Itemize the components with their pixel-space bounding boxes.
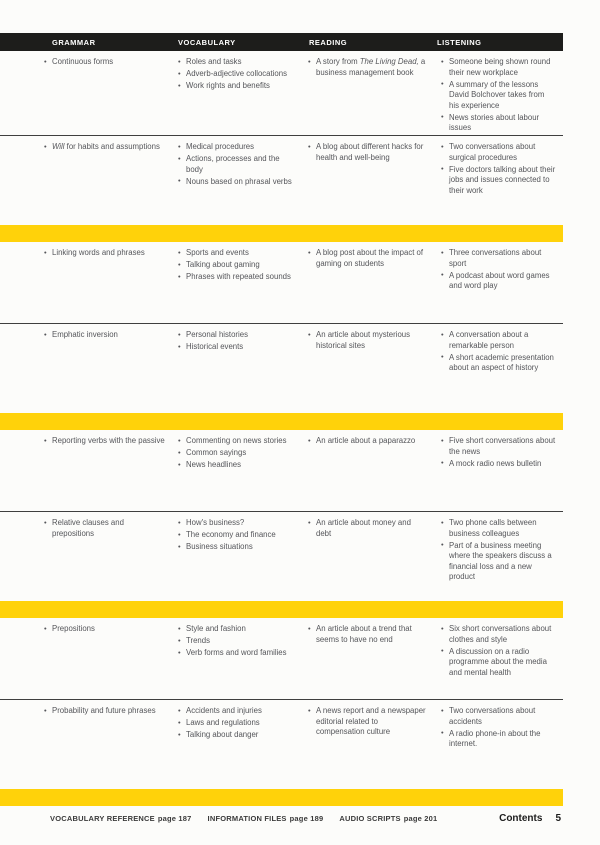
grammar-cell [38, 330, 172, 413]
list-item: • Six short conversations about clothes and style [435, 624, 563, 645]
list-item: • Five doctors talking about their jobs and issues connected to their work [435, 165, 563, 197]
reading-cell [302, 436, 435, 511]
list-item: • Commenting on news stories [172, 436, 302, 447]
list-item: • Five short conversations about the news [435, 436, 563, 457]
grammar-cell [38, 436, 172, 511]
table-row [0, 700, 563, 789]
section-divider-bar [0, 789, 563, 806]
list-item: • Two conversations about surgical procedures [435, 142, 563, 163]
list-item: • Personal histories [172, 330, 302, 341]
list-item: • Laws and regulations [172, 718, 302, 729]
listening-cell [435, 330, 563, 413]
list-item: • Two conversations about accidents [435, 706, 563, 727]
list-item: • Historical events [172, 342, 302, 353]
footer-reference [50, 814, 192, 823]
vocabulary-cell [172, 330, 302, 413]
table-row [0, 51, 563, 135]
list-item: • Linking words and phrases [38, 248, 172, 259]
rows-container [0, 51, 600, 806]
grammar-cell [38, 706, 172, 789]
list-item: • Roles and tasks [172, 57, 302, 68]
list-item: • A news report and a newspaper editorial related to compensation culture [302, 706, 435, 738]
list-item: • A short academic presentation about an aspect of history [435, 353, 563, 374]
table-row [0, 512, 563, 601]
grammar-cell [38, 142, 172, 225]
page-number: 5 [555, 813, 561, 824]
reading-cell [302, 57, 435, 135]
listening-cell [435, 248, 563, 323]
reading-cell [302, 518, 435, 601]
reference-label: INFORMATION FILES [207, 814, 287, 823]
list-item: • Style and fashion [172, 624, 302, 635]
table-row [0, 136, 563, 225]
reference-page: page 187 [157, 814, 192, 823]
vocabulary-cell [172, 436, 302, 511]
list-item: • Prepositions [38, 624, 172, 635]
table-row [0, 324, 563, 413]
vocabulary-cell [172, 518, 302, 601]
list-item: • Will for habits and assumptions [38, 142, 172, 153]
section-divider-bar [0, 413, 563, 430]
contents-pagenumber [499, 813, 561, 824]
list-item: • Business situations [172, 542, 302, 553]
footer-references [50, 814, 437, 823]
grammar-cell [38, 248, 172, 323]
section-divider-bar [0, 601, 563, 618]
list-item: • The economy and finance [172, 530, 302, 541]
list-item: • A blog post about the impact of gaming on students [302, 248, 435, 269]
list-item: • Trends [172, 636, 302, 647]
list-item: • A story from The Living Dead, a business management book [302, 57, 435, 78]
reading-cell [302, 142, 435, 225]
list-item: • An article about mysterious historical sites [302, 330, 435, 351]
listening-cell [435, 706, 563, 789]
list-item: • Emphatic inversion [38, 330, 172, 341]
list-item: • Phrases with repeated sounds [172, 272, 302, 283]
list-item: • Relative clauses and prepositions [38, 518, 172, 539]
reference-label: AUDIO SCRIPTS [339, 814, 401, 823]
listening-cell [435, 518, 563, 601]
header-cell-listening: LISTENING [437, 37, 482, 47]
reference-page: page 189 [289, 814, 324, 823]
reading-cell [302, 330, 435, 413]
table-row [0, 430, 563, 511]
page-footer [0, 813, 563, 824]
table-row [0, 618, 563, 699]
list-item: • News stories about labour issues [435, 113, 563, 134]
grammar-cell [38, 518, 172, 601]
list-item: • Three conversations about sport [435, 248, 563, 269]
list-item: • A podcast about word games and word play [435, 271, 563, 292]
vocabulary-cell [172, 624, 302, 699]
list-item: • A summary of the lessons David Bolchover takes from his experience [435, 80, 563, 112]
list-item: • An article about a trend that seems to have no end [302, 624, 435, 645]
list-item: • Sports and events [172, 248, 302, 259]
list-item: • Verb forms and word families [172, 648, 302, 659]
reading-cell [302, 624, 435, 699]
listening-cell [435, 436, 563, 511]
listening-cell [435, 142, 563, 225]
grammar-cell [38, 57, 172, 135]
list-item: • A mock radio news bulletin [435, 459, 563, 470]
vocabulary-cell [172, 706, 302, 789]
listening-cell [435, 624, 563, 699]
footer-reference [208, 814, 324, 823]
list-item: • Reporting verbs with the passive [38, 436, 172, 447]
list-item: • Nouns based on phrasal verbs [172, 177, 302, 188]
section-divider-bar [0, 225, 563, 242]
list-item: • A blog about different hacks for health and well-being [302, 142, 435, 163]
list-item: • Talking about danger [172, 730, 302, 741]
list-item: • Someone being shown round their new workplace [435, 57, 563, 78]
reference-page: page 201 [403, 814, 438, 823]
list-item: • An article about a paparazzo [302, 436, 435, 447]
reading-cell [302, 706, 435, 789]
list-item: • Probability and future phrases [38, 706, 172, 717]
list-item: • Talking about gaming [172, 260, 302, 271]
list-item: • A discussion on a radio programme about the media and mental health [435, 647, 563, 679]
listening-cell [435, 57, 563, 135]
list-item: • Accidents and injuries [172, 706, 302, 717]
list-item: • A conversation about a remarkable person [435, 330, 563, 351]
reference-label: VOCABULARY REFERENCE [50, 814, 155, 823]
table-header [0, 33, 563, 51]
vocabulary-cell [172, 142, 302, 225]
header-cell-reading: READING [309, 37, 348, 47]
list-item: • An article about money and debt [302, 518, 435, 539]
table-row [0, 242, 563, 323]
header-cell-grammar: GRAMMAR [52, 37, 96, 47]
list-item: • Two phone calls between business colleagues [435, 518, 563, 539]
list-item: • Part of a business meeting where the speakers discuss a financial loss and a new product [435, 541, 563, 583]
list-item: • Medical procedures [172, 142, 302, 153]
list-item: • Common sayings [172, 448, 302, 459]
list-item: • Actions, processes and the body [172, 154, 302, 175]
list-item: • Work rights and benefits [172, 81, 302, 92]
list-item: • How's business? [172, 518, 302, 529]
reading-cell [302, 248, 435, 323]
grammar-cell [38, 624, 172, 699]
contents-label: Contents [499, 813, 543, 824]
list-item: • A radio phone-in about the internet. [435, 729, 563, 750]
list-item: • Adverb-adjective collocations [172, 69, 302, 80]
list-item: • News headlines [172, 460, 302, 471]
vocabulary-cell [172, 57, 302, 135]
header-cell-vocabulary: VOCABULARY [178, 37, 236, 47]
footer-reference [339, 814, 437, 823]
list-item: • Continuous forms [38, 57, 172, 68]
vocabulary-cell [172, 248, 302, 323]
